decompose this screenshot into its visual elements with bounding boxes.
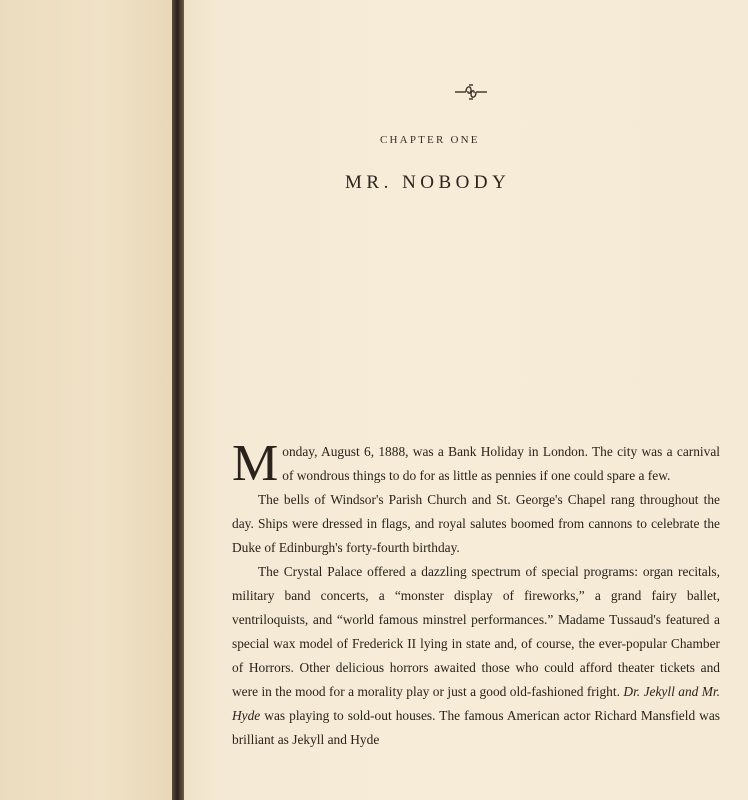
book-gutter (172, 0, 184, 800)
paragraph-1-text: onday, August 6, 1888, was a Bank Holiday in London. The city was a carnival of wondrous things to do for as little as pennies if one could spare a few. (282, 444, 720, 483)
paragraph-3 (232, 560, 720, 752)
chapter-label: CHAPTER ONE (380, 134, 480, 146)
chapter-title: MR. NOBODY (345, 172, 511, 193)
paragraph-3-text: The Crystal Palace offered a dazzling spectrum of special programs: organ recitals, military band concerts, a “monster display of fireworks,” a grand fairy ballet, ventriloquists, and “world famous minstrel performances.” Madame Tussaud's featured a special wax model of Frederick II lying in state and, of course, the ever-popular Chamber of Horrors. Other delicious horrors awaited those who could afford theater tickets and were in the mood for a morality play or just a good old-fashioned fright. (232, 564, 720, 699)
paragraph-1 (232, 435, 720, 492)
paragraph-3-tail: was playing to sold-out houses. The famous American actor Richard Mansfield was brilliant as Jekyll and Hyde (232, 708, 720, 747)
book-title-italic: Dr. Jekyll and Mr. Hyde (232, 684, 720, 723)
drop-cap: M (232, 435, 279, 492)
chapter-body (232, 435, 720, 752)
fleuron-ornament-icon (453, 82, 489, 102)
left-page (0, 0, 172, 800)
paragraph-2: The bells of Windsor's Parish Church and St. George's Chapel rang throughout the day. Ships were dressed in flags, and royal salutes boomed from cannons to celebrate the Duke of Edinburgh's forty-fourth birthday. (232, 492, 720, 555)
